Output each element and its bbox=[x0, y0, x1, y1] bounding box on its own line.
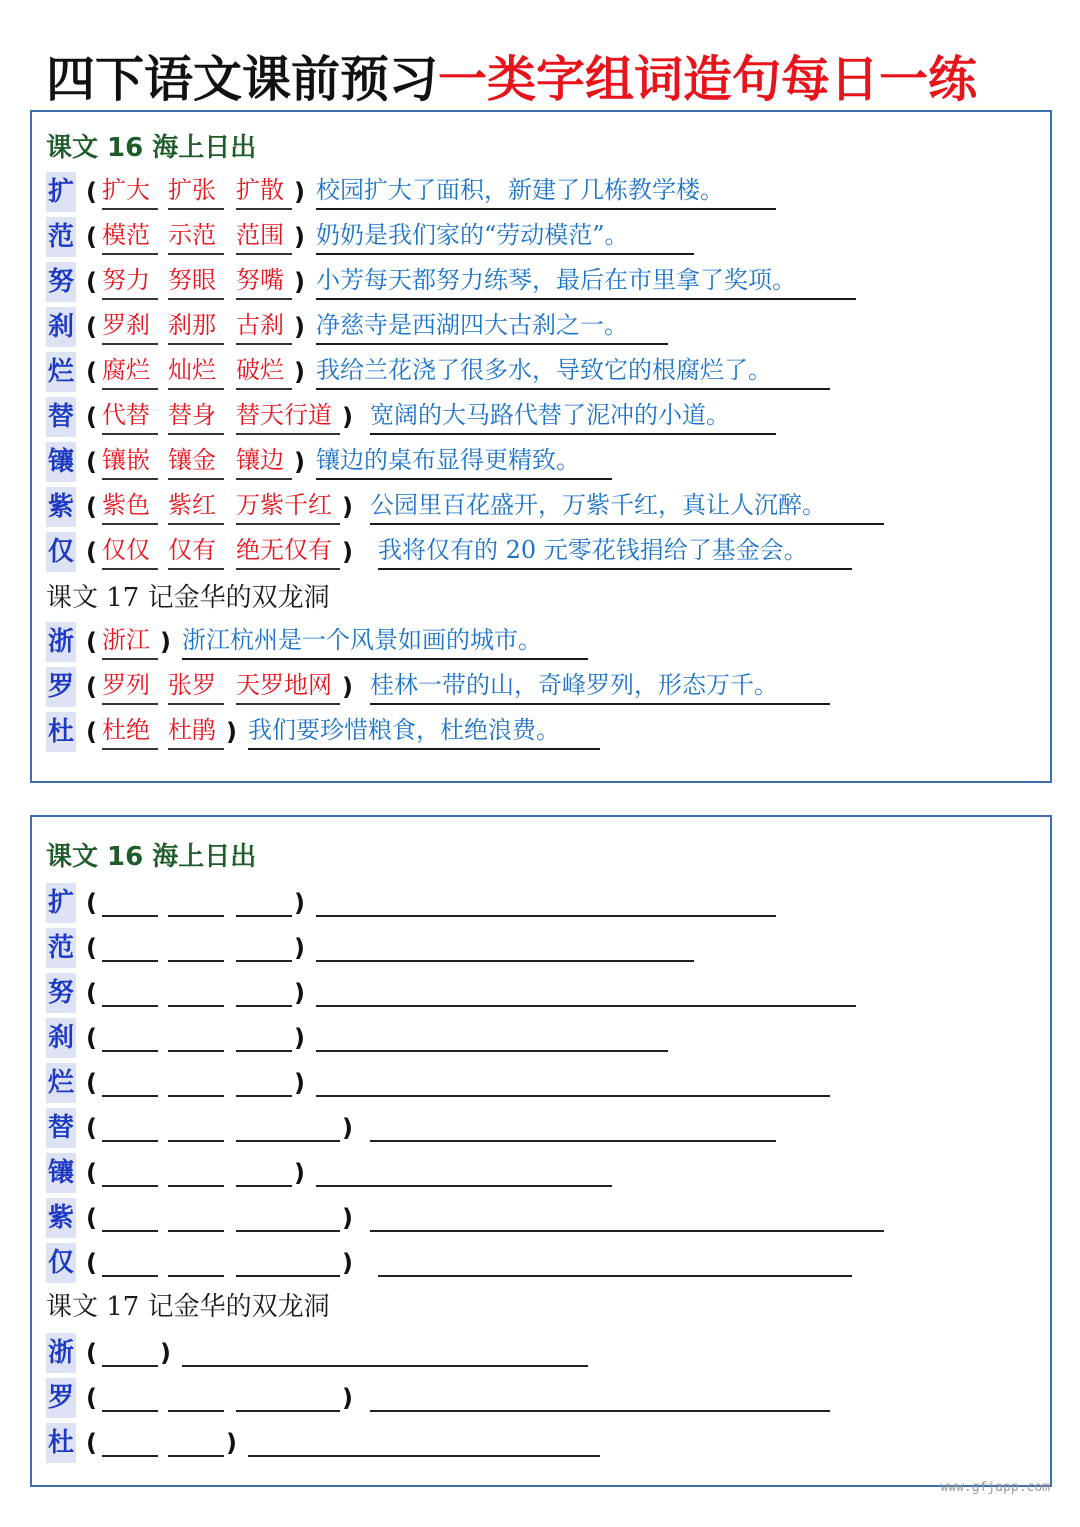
open-paren: ( bbox=[86, 718, 97, 746]
practice-row bbox=[46, 1378, 1046, 1418]
word-blank[interactable] bbox=[236, 1140, 340, 1142]
example-sentence: 净慈寺是西湖四大古刹之一。 bbox=[316, 307, 668, 345]
word-blank[interactable] bbox=[168, 960, 224, 962]
close-paren: ) bbox=[160, 1339, 171, 1367]
word-answer: 范围 bbox=[236, 217, 292, 255]
character-label: 杜 bbox=[46, 712, 76, 752]
close-paren: ) bbox=[294, 1069, 305, 1097]
character-label: 镶 bbox=[46, 442, 76, 482]
example-sentence: 浙江杭州是一个风景如画的城市。 bbox=[182, 622, 588, 660]
close-paren: ) bbox=[294, 448, 305, 476]
close-paren: ) bbox=[342, 1384, 353, 1412]
close-paren: ) bbox=[342, 1114, 353, 1142]
word-answer: 绝无仅有 bbox=[236, 532, 340, 570]
character-label: 浙 bbox=[46, 622, 76, 662]
word-answer: 灿烂 bbox=[168, 352, 224, 390]
practice-row bbox=[46, 1333, 1046, 1373]
open-paren: ( bbox=[86, 268, 97, 296]
practice-row bbox=[46, 1063, 1046, 1103]
character-label: 努 bbox=[46, 262, 76, 302]
character-label: 仅 bbox=[46, 532, 76, 572]
answer-row bbox=[46, 397, 1046, 437]
word-blank[interactable] bbox=[102, 1230, 158, 1232]
word-blank[interactable] bbox=[102, 1050, 158, 1052]
open-paren: ( bbox=[86, 1429, 97, 1457]
open-paren: ( bbox=[86, 1339, 97, 1367]
answer-row bbox=[46, 622, 1046, 662]
word-blank[interactable] bbox=[102, 1365, 158, 1367]
word-blank[interactable] bbox=[102, 1275, 158, 1277]
answer-row bbox=[46, 262, 1046, 302]
word-blank[interactable] bbox=[236, 1185, 292, 1187]
word-blank[interactable] bbox=[236, 1410, 340, 1412]
open-paren: ( bbox=[86, 448, 97, 476]
word-answer: 努力 bbox=[102, 262, 158, 300]
example-sentence: 奶奶是我们家的“劳动模范”。 bbox=[316, 217, 694, 255]
word-answer: 刹那 bbox=[168, 307, 224, 345]
word-answer: 扩张 bbox=[168, 172, 224, 210]
open-paren: ( bbox=[86, 1204, 97, 1232]
open-paren: ( bbox=[86, 358, 97, 386]
word-answer: 破烂 bbox=[236, 352, 292, 390]
practice-row bbox=[46, 883, 1046, 923]
word-blank[interactable] bbox=[168, 1410, 224, 1412]
word-blank[interactable] bbox=[102, 960, 158, 962]
practice-panel bbox=[30, 815, 1052, 1487]
open-paren: ( bbox=[86, 1069, 97, 1097]
practice-row bbox=[46, 1108, 1046, 1148]
close-paren: ) bbox=[226, 718, 237, 746]
example-sentence: 公园里百花盛开，万紫千红，真让人沉醉。 bbox=[370, 487, 884, 525]
practice-row bbox=[46, 973, 1046, 1013]
word-answer: 镶边 bbox=[236, 442, 292, 480]
word-answer: 浙江 bbox=[102, 622, 158, 660]
page-title bbox=[46, 48, 977, 112]
word-blank[interactable] bbox=[168, 1095, 224, 1097]
word-answer: 仅有 bbox=[168, 532, 224, 570]
open-paren: ( bbox=[86, 1114, 97, 1142]
word-answer: 扩大 bbox=[102, 172, 158, 210]
open-paren: ( bbox=[86, 1024, 97, 1052]
word-answer: 天罗地网 bbox=[236, 667, 340, 705]
open-paren: ( bbox=[86, 223, 97, 251]
close-paren: ) bbox=[342, 1204, 353, 1232]
close-paren: ) bbox=[294, 178, 305, 206]
close-paren: ) bbox=[294, 358, 305, 386]
word-blank[interactable] bbox=[236, 915, 292, 917]
word-blank[interactable] bbox=[102, 1185, 158, 1187]
word-answer: 罗列 bbox=[102, 667, 158, 705]
example-sentence: 我将仅有的 20 元零花钱捐给了基金会。 bbox=[378, 532, 852, 570]
open-paren: ( bbox=[86, 1249, 97, 1277]
word-answer: 努眼 bbox=[168, 262, 224, 300]
open-paren: ( bbox=[86, 979, 97, 1007]
example-sentence: 镶边的桌布显得更精致。 bbox=[316, 442, 612, 480]
answer-row bbox=[46, 712, 1046, 752]
word-answer: 万紫千红 bbox=[236, 487, 340, 525]
word-blank[interactable] bbox=[236, 1050, 292, 1052]
example-sentence: 桂林一带的山，奇峰罗列，形态万千。 bbox=[370, 667, 830, 705]
practice-row bbox=[46, 1423, 1046, 1463]
word-blank[interactable] bbox=[236, 1005, 292, 1007]
open-paren: ( bbox=[86, 313, 97, 341]
word-answer: 紫色 bbox=[102, 487, 158, 525]
word-answer: 杜鹃 bbox=[168, 712, 224, 750]
practice-row bbox=[46, 1198, 1046, 1238]
word-answer: 古刹 bbox=[236, 307, 292, 345]
close-paren: ) bbox=[294, 889, 305, 917]
answer-row bbox=[46, 667, 1046, 707]
word-answer: 扩散 bbox=[236, 172, 292, 210]
lesson-heading-17: 课文 17 记金华的双龙洞 bbox=[46, 1292, 330, 1322]
word-answer: 替天行道 bbox=[236, 397, 340, 435]
answer-row bbox=[46, 442, 1046, 482]
word-answer: 罗刹 bbox=[102, 307, 158, 345]
close-paren: ) bbox=[294, 934, 305, 962]
open-paren: ( bbox=[86, 403, 97, 431]
open-paren: ( bbox=[86, 673, 97, 701]
character-label: 扩 bbox=[46, 172, 76, 212]
open-paren: ( bbox=[86, 1159, 97, 1187]
word-blank[interactable] bbox=[168, 1275, 224, 1277]
practice-row bbox=[46, 1018, 1046, 1058]
word-blank[interactable] bbox=[102, 1005, 158, 1007]
close-paren: ) bbox=[294, 1024, 305, 1052]
lesson-heading-17: 课文 17 记金华的双龙洞 bbox=[46, 583, 330, 613]
watermark: www.gfjapp.com bbox=[940, 1480, 1050, 1495]
close-paren: ) bbox=[342, 538, 353, 566]
character-label: 罗 bbox=[46, 1378, 76, 1418]
word-answer: 镶金 bbox=[168, 442, 224, 480]
example-sentence: 校园扩大了面积，新建了几栋教学楼。 bbox=[316, 172, 776, 210]
answer-row bbox=[46, 532, 1046, 572]
close-paren: ) bbox=[294, 1159, 305, 1187]
word-blank[interactable] bbox=[102, 1140, 158, 1142]
sentence-blank[interactable] bbox=[316, 915, 776, 917]
answer-row bbox=[46, 172, 1046, 212]
character-label: 罗 bbox=[46, 667, 76, 707]
word-answer: 仅仅 bbox=[102, 532, 158, 570]
open-paren: ( bbox=[86, 889, 97, 917]
word-blank[interactable] bbox=[102, 1455, 158, 1457]
character-label: 范 bbox=[46, 217, 76, 257]
word-blank[interactable] bbox=[102, 915, 158, 917]
character-label: 浙 bbox=[46, 1333, 76, 1373]
word-blank[interactable] bbox=[102, 1095, 158, 1097]
close-paren: ) bbox=[342, 493, 353, 521]
word-blank[interactable] bbox=[168, 915, 224, 917]
sentence-blank[interactable] bbox=[316, 1005, 856, 1007]
close-paren: ) bbox=[294, 268, 305, 296]
answer-panel bbox=[30, 110, 1052, 783]
word-blank[interactable] bbox=[168, 1185, 224, 1187]
word-answer: 模范 bbox=[102, 217, 158, 255]
character-label: 替 bbox=[46, 1108, 76, 1148]
character-label: 替 bbox=[46, 397, 76, 437]
word-blank[interactable] bbox=[168, 1455, 224, 1457]
word-blank[interactable] bbox=[168, 1005, 224, 1007]
open-paren: ( bbox=[86, 178, 97, 206]
word-answer: 杜绝 bbox=[102, 712, 158, 750]
example-sentence: 宽阔的大马路代替了泥冲的小道。 bbox=[370, 397, 776, 435]
open-paren: ( bbox=[86, 493, 97, 521]
close-paren: ) bbox=[294, 313, 305, 341]
character-label: 烂 bbox=[46, 352, 76, 392]
close-paren: ) bbox=[342, 403, 353, 431]
word-blank[interactable] bbox=[102, 1410, 158, 1412]
word-answer: 镶嵌 bbox=[102, 442, 158, 480]
character-label: 刹 bbox=[46, 1018, 76, 1058]
practice-row bbox=[46, 928, 1046, 968]
word-blank[interactable] bbox=[236, 960, 292, 962]
practice-row bbox=[46, 1153, 1046, 1193]
sentence-blank[interactable] bbox=[316, 1095, 830, 1097]
practice-row bbox=[46, 1243, 1046, 1283]
open-paren: ( bbox=[86, 934, 97, 962]
character-label: 刹 bbox=[46, 307, 76, 347]
lesson-heading-16: 课文 16 海上日出 bbox=[46, 133, 257, 163]
word-answer: 张罗 bbox=[168, 667, 224, 705]
answer-row bbox=[46, 352, 1046, 392]
title-part-1: 四下语文课前预习 bbox=[46, 51, 439, 108]
word-answer: 努嘴 bbox=[236, 262, 292, 300]
character-label: 努 bbox=[46, 973, 76, 1013]
character-label: 仅 bbox=[46, 1243, 76, 1283]
sentence-blank[interactable] bbox=[182, 1365, 588, 1367]
word-answer: 腐烂 bbox=[102, 352, 158, 390]
close-paren: ) bbox=[160, 628, 171, 656]
word-blank[interactable] bbox=[236, 1230, 340, 1232]
example-sentence: 小芳每天都努力练琴，最后在市里拿了奖项。 bbox=[316, 262, 856, 300]
word-blank[interactable] bbox=[168, 1140, 224, 1142]
close-paren: ) bbox=[342, 673, 353, 701]
character-label: 紫 bbox=[46, 487, 76, 527]
open-paren: ( bbox=[86, 538, 97, 566]
word-blank[interactable] bbox=[236, 1095, 292, 1097]
sentence-blank[interactable] bbox=[316, 1185, 612, 1187]
word-blank[interactable] bbox=[236, 1275, 340, 1277]
open-paren: ( bbox=[86, 1384, 97, 1412]
title-part-2: 一类字组词造句每日一练 bbox=[438, 51, 978, 108]
sentence-blank[interactable] bbox=[316, 1050, 668, 1052]
word-blank[interactable] bbox=[168, 1230, 224, 1232]
character-label: 镶 bbox=[46, 1153, 76, 1193]
close-paren: ) bbox=[342, 1249, 353, 1277]
answer-row bbox=[46, 307, 1046, 347]
character-label: 紫 bbox=[46, 1198, 76, 1238]
close-paren: ) bbox=[226, 1429, 237, 1457]
word-answer: 示范 bbox=[168, 217, 224, 255]
character-label: 杜 bbox=[46, 1423, 76, 1463]
character-label: 烂 bbox=[46, 1063, 76, 1103]
lesson-heading-16: 课文 16 海上日出 bbox=[46, 842, 257, 872]
answer-row bbox=[46, 217, 1046, 257]
word-answer: 替身 bbox=[168, 397, 224, 435]
example-sentence: 我给兰花浇了很多水，导致它的根腐烂了。 bbox=[316, 352, 830, 390]
sentence-blank[interactable] bbox=[370, 1230, 884, 1232]
character-label: 扩 bbox=[46, 883, 76, 923]
sentence-blank[interactable] bbox=[248, 1455, 600, 1457]
answer-row bbox=[46, 487, 1046, 527]
example-sentence: 我们要珍惜粮食，杜绝浪费。 bbox=[248, 712, 600, 750]
sentence-blank[interactable] bbox=[316, 960, 694, 962]
close-paren: ) bbox=[294, 979, 305, 1007]
word-answer: 代替 bbox=[102, 397, 158, 435]
word-blank[interactable] bbox=[168, 1050, 224, 1052]
close-paren: ) bbox=[294, 223, 305, 251]
sentence-blank[interactable] bbox=[378, 1275, 852, 1277]
sentence-blank[interactable] bbox=[370, 1410, 830, 1412]
sentence-blank[interactable] bbox=[370, 1140, 776, 1142]
character-label: 范 bbox=[46, 928, 76, 968]
open-paren: ( bbox=[86, 628, 97, 656]
word-answer: 紫红 bbox=[168, 487, 224, 525]
